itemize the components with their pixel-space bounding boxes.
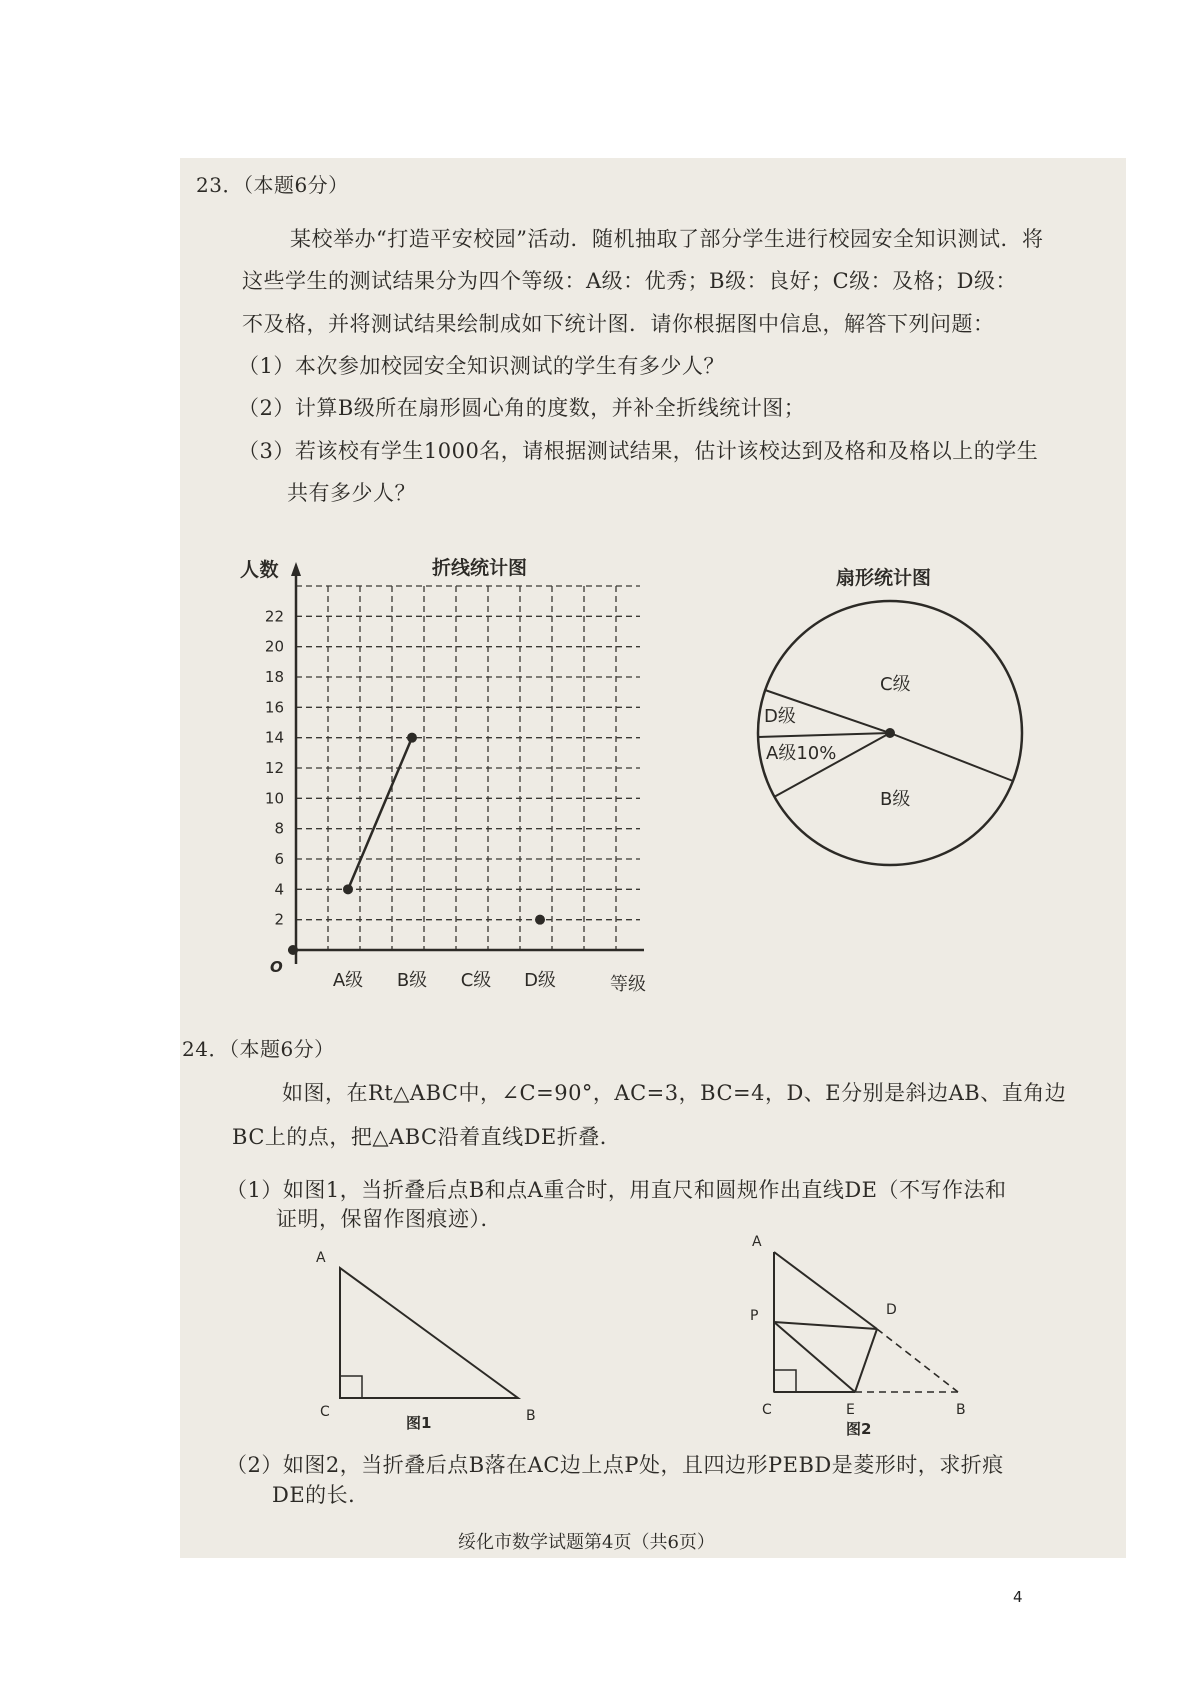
y-tick-label: 20 [264,637,284,656]
y-tick-label: 18 [264,668,284,686]
q23-line-2: 这些学生的测试结果分为四个等级：A级：优秀；B级：良好；C级：及格；D级： [242,269,1017,293]
fig2-right-angle-mark [774,1370,796,1392]
fig2-caption: 图2 [846,1420,872,1438]
fig2-side-ad [774,1252,877,1329]
fig2-dashed-db [877,1329,958,1392]
q23-part3-cont: 共有多少人？ [287,481,416,505]
fig2-seg-pe [774,1322,855,1392]
pie-chart-title: 扇形统计图 [836,567,932,589]
page-number: 4 [1013,1588,1023,1606]
x-category-label: B级 [396,970,428,991]
y-tick-label: 10 [264,789,284,808]
x-category-label: A级 [332,970,364,991]
q24-part2-cont: DE的长． [272,1483,370,1507]
fig2-vertex-b: B [956,1402,966,1418]
y-tick-label: 2 [274,910,284,929]
q23-part3: （3）若该校有学生1000名，请根据测试结果，估计该校达到及格和及格以上的学生 [238,439,1039,463]
origin-label: O [270,958,283,976]
pie-label-d: D级 [764,706,796,727]
y-tick-label: 8 [274,819,284,838]
x-axis-label: 等级 [610,974,646,995]
q24-line-2: BC上的点，把△ABC沿着直线DE折叠． [232,1125,622,1149]
line-chart-title: 折线统计图 [432,557,528,579]
q23-heading: 23．（本题6分） [196,173,349,197]
q23-part2: （2）计算B级所在扇形圆心角的度数，并补全折线统计图； [238,396,806,420]
q24-part2: （2）如图2，当折叠后点B落在AC边上点P处，且四边形PEBD是菱形时，求折痕 [226,1453,1004,1477]
q23-part1: （1）本次参加校园安全知识测试的学生有多少人？ [238,354,725,378]
x-category-label: D级 [524,970,556,991]
fig2-vertex-d: D [886,1302,897,1318]
fig2-seg-pd [774,1322,877,1329]
y-tick-label: 22 [264,607,284,626]
y-tick-label: 16 [264,698,284,717]
fig1-caption: 图1 [406,1414,432,1432]
q24-heading: 24．（本题6分） [182,1037,335,1061]
q24-part1: （1）如图1，当折叠后点B和点A重合时，用直尺和圆规作出直线DE（不写作法和 [226,1178,1007,1202]
q23-line-3: 不及格，并将测试结果绘制成如下统计图．请你根据图中信息，解答下列问题： [242,312,995,336]
q24-line-1: 如图，在Rt△ABC中，∠C=90°，AC=3，BC=4，D、E分别是斜边AB、直角边 [282,1081,1067,1105]
fig2-vertex-e: E [846,1402,855,1418]
footer: 绥化市数学试题第4页（共6页） [458,1532,715,1553]
pie-label-b: B级 [880,789,911,810]
pie-label-c: C级 [880,674,911,695]
fig1-vertex-b: B [526,1408,536,1424]
y-tick-label: 12 [264,759,284,777]
fig1-vertex-a: A [316,1250,326,1266]
fig2-seg-de [855,1329,877,1392]
fig2-vertex-a: A [752,1234,762,1250]
q24-part1-cont: 证明，保留作图痕迹）． [276,1207,502,1231]
fig2-vertex-p: P [750,1308,759,1324]
y-tick-label: 14 [264,728,284,747]
line-chart-ylabel: 人数 [240,559,280,581]
y-tick-label: 4 [274,880,284,899]
fig1-vertex-c: C [320,1404,330,1420]
fig2-vertex-c: C [762,1402,772,1418]
q23-line-1: 某校举办“打造平安校园”活动．随机抽取了部分学生进行校园安全知识测试．将 [290,227,1044,251]
pie-label-a: A级10% [766,743,837,764]
x-category-label: C级 [460,970,492,991]
y-tick-label: 6 [274,850,284,868]
